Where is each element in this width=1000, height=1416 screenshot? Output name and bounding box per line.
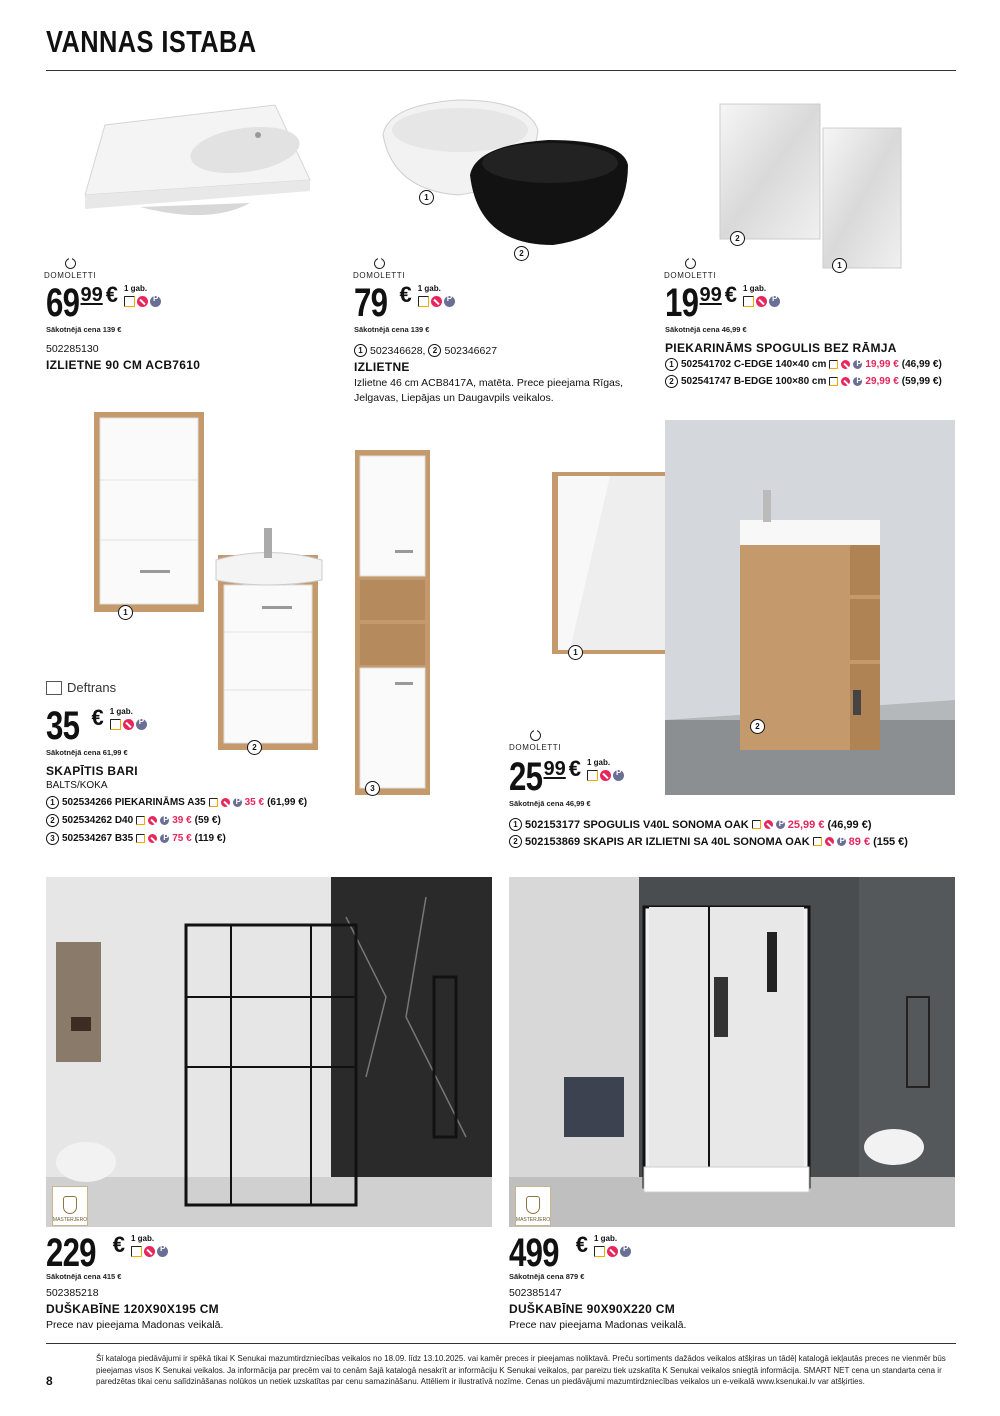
- card-icon: [209, 798, 218, 807]
- badge-1: 1: [118, 605, 133, 620]
- original-price: Sākotnējā cena 61,99 €: [46, 748, 128, 757]
- card-icon: [136, 834, 145, 843]
- card-icon: [124, 296, 135, 307]
- price-mirror: 19 99 € 1 gab. P: [665, 283, 780, 323]
- variant-line: 1 502153177 SPOGULIS V40L SONOMA OAK P 25,99 € (46,99 €): [509, 818, 872, 831]
- price-cabinet: 35 € 1 gab. P: [46, 706, 147, 746]
- page-number: 8: [46, 1374, 53, 1388]
- smart-net-icon: [769, 296, 780, 307]
- masterjero-logo: MASTERJERO: [52, 1186, 88, 1226]
- badge-2: 2: [730, 231, 745, 246]
- no-discount-icon: [607, 1246, 618, 1257]
- smart-net-icon: [853, 360, 862, 369]
- smart-net-icon: [157, 1246, 168, 1257]
- product-code: 502285130: [46, 343, 99, 355]
- variant-line: 3 502534267 B35 P 75 € (119 €): [46, 832, 226, 845]
- smart-net-icon: [776, 820, 785, 829]
- shower-90-photo: [509, 877, 955, 1227]
- original-price: Sākotnējā cena 139 €: [354, 325, 430, 334]
- smart-net-icon: [613, 770, 624, 781]
- title-divider: [46, 70, 956, 71]
- smart-net-icon: [853, 377, 862, 386]
- product-name: PIEKARINĀMS SPOGULIS BEZ RĀMJA: [665, 341, 897, 355]
- domoletti-logo-icon: [685, 258, 696, 269]
- domoletti-logo-icon: [530, 730, 541, 741]
- variant-line: 2 502541747 B-EDGE 100×80 cm P 29,99 € (59,99 €): [665, 375, 942, 388]
- footer-disclaimer: Šī kataloga piedāvājumi ir spēkā tikai K Senukai mazumtirdzniecības veikalos no 18.09. līdz 13.10.2025. vai kamēr preces ir pieejamas noliktavā. Preču sortiments dažādos veikalos atšķiras un tādēļ katalogā iekļautās preces ne vienmēr būs pieejamas visos K Senukai veikalos. Ja informācija par precēm vai to cenām šajā katalogā nesakrīt ar informāciju K Senukai veikalos, par pareizu tiek uzskatīta K Senukai veikalos sniegtā informācija. SMART NET cena un standarta cena ir paredzētas tikai cenu salīdzināšanas nolūkos un netiek uzskatītas par cenu samazināšanu. Attēliem ir ilustratīvā nozīme. Cenas un piedāvājumi mazumtirdzniecības veikalos un e-veikalā www.ksenukai.lv var atšķirties.: [96, 1354, 946, 1386]
- smart-net-icon: [837, 837, 846, 846]
- page-title: VANNAS ISTABA: [46, 24, 257, 59]
- price-shower-120: 229 € 1 gab. P: [46, 1233, 168, 1273]
- smart-net-icon: [444, 296, 455, 307]
- badge-2: 2: [750, 719, 765, 734]
- product-codes: 1 502346628, 2 502346627: [354, 344, 497, 357]
- product-code: 502385218: [46, 1287, 99, 1299]
- no-discount-icon: [148, 834, 157, 843]
- card-icon: [829, 377, 838, 386]
- smart-net-icon: [160, 834, 169, 843]
- smart-net-icon: [160, 816, 169, 825]
- no-discount-icon: [764, 820, 773, 829]
- product-name: SKAPĪTIS BARI: [46, 764, 138, 778]
- card-icon: [813, 837, 822, 846]
- shower-120-photo: [46, 877, 492, 1227]
- footer-divider: [46, 1343, 956, 1344]
- badge-1: 1: [832, 258, 847, 273]
- variant-line: 2 502153869 SKAPIS AR IZLIETNI SA 40L SONOMA OAK P 89 € (155 €): [509, 835, 908, 848]
- mirror-image: [718, 102, 903, 270]
- card-icon: [743, 296, 754, 307]
- domoletti-logo-icon: [374, 258, 385, 269]
- card-icon: [829, 360, 838, 369]
- no-discount-icon: [144, 1246, 155, 1257]
- price-shower-90: 499 € 1 gab. P: [509, 1233, 631, 1273]
- badge-3: 3: [365, 781, 380, 796]
- original-price: Sākotnējā cena 46,99 €: [509, 799, 591, 808]
- no-discount-icon: [431, 296, 442, 307]
- original-price: Sākotnējā cena 879 €: [509, 1272, 585, 1281]
- badge-1: 1: [419, 190, 434, 205]
- sink-46-image: [378, 95, 633, 255]
- original-price: Sākotnējā cena 46,99 €: [665, 325, 747, 334]
- domoletti-logo-icon: [65, 258, 76, 269]
- card-icon: [136, 816, 145, 825]
- variant-line: 1 502541702 C-EDGE 140×40 cm P 19,99 € (46,99 €): [665, 358, 942, 371]
- product-subtitle: BALTS/KOKA: [46, 780, 108, 791]
- badge-2: 2: [247, 740, 262, 755]
- card-icon: [752, 820, 761, 829]
- brand-domoletti: DOMOLETTI: [353, 258, 405, 280]
- price-sink-46: 79 € 1 gab. P: [354, 283, 455, 323]
- product-name: IZLIETNE 90 CM ACB7610: [46, 358, 201, 372]
- smart-net-icon: [620, 1246, 631, 1257]
- smart-net-icon: [136, 719, 147, 730]
- price-sonoma: 25 99 € 1 gab. P: [509, 757, 624, 797]
- brand-domoletti: DOMOLETTI: [664, 258, 716, 280]
- brand-domoletti: DOMOLETTI: [509, 730, 561, 752]
- variant-line: 1 502534266 PIEKARINĀMS A35 P 35 € (61,99 €): [46, 796, 307, 809]
- product-name: DUŠKABĪNE 90X90X220 CM: [509, 1302, 675, 1316]
- product-description: Izlietne 46 cm ACB8417A, matēta. Prece pieejama Rīgas, Jelgavas, Liepājas un Daugavpils veikalos.: [354, 377, 624, 404]
- card-icon: [418, 296, 429, 307]
- original-price: Sākotnējā cena 415 €: [46, 1272, 122, 1281]
- price-sink-90: 69 99 € 1 gab. P: [46, 283, 161, 323]
- product-description: Prece nav pieejama Madonas veikalā.: [509, 1319, 687, 1331]
- product-code: 502385147: [509, 1287, 562, 1299]
- original-price: Sākotnējā cena 139 €: [46, 325, 122, 334]
- masterjero-logo: MASTERJERO: [515, 1186, 551, 1226]
- card-icon: [594, 1246, 605, 1257]
- masterjero-crest-icon: [63, 1196, 77, 1214]
- badge-1: 1: [568, 645, 583, 660]
- deftrans-logo-icon: [46, 681, 62, 695]
- no-discount-icon: [137, 296, 148, 307]
- sonoma-cabinet-photo: [665, 420, 955, 795]
- no-discount-icon: [600, 770, 611, 781]
- product-name: DUŠKABĪNE 120X90X195 CM: [46, 1302, 219, 1316]
- badge-2: 2: [514, 246, 529, 261]
- brand-deftrans: Deftrans: [46, 680, 116, 695]
- no-discount-icon: [825, 837, 834, 846]
- smart-net-icon: [233, 798, 242, 807]
- brand-domoletti: DOMOLETTI: [44, 258, 96, 280]
- no-discount-icon: [123, 719, 134, 730]
- card-icon: [110, 719, 121, 730]
- no-discount-icon: [756, 296, 767, 307]
- product-name: IZLIETNE: [354, 360, 410, 374]
- smart-net-icon: [150, 296, 161, 307]
- card-icon: [131, 1246, 142, 1257]
- no-discount-icon: [841, 377, 850, 386]
- no-discount-icon: [221, 798, 230, 807]
- card-icon: [587, 770, 598, 781]
- sink-90-image: [80, 95, 315, 225]
- masterjero-crest-icon: [526, 1196, 540, 1214]
- variant-line: 2 502534262 D40 P 39 € (59 €): [46, 814, 221, 827]
- no-discount-icon: [148, 816, 157, 825]
- no-discount-icon: [841, 360, 850, 369]
- product-description: Prece nav pieejama Madonas veikalā.: [46, 1319, 224, 1331]
